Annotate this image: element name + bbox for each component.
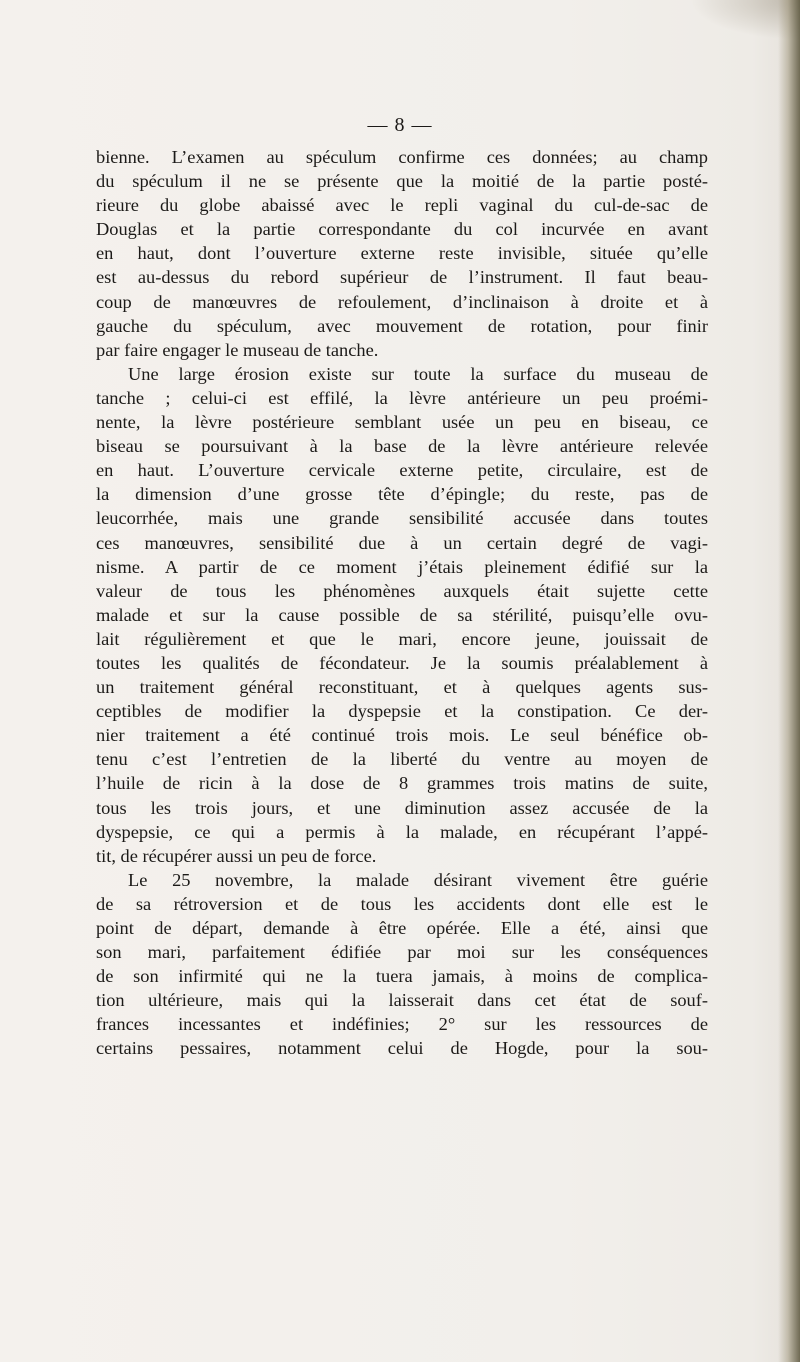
text-line: Le 25 novembre, la malade désirant vivement être guérie <box>128 869 708 890</box>
text-line: par faire engager le museau de tanche. <box>96 339 379 360</box>
text-line: biseau se poursuivant à la base de la lèvre antérieure relevée <box>96 436 708 457</box>
text-line: tanche ; celui-ci est effilé, la lèvre antérieure un peu proémi- <box>96 387 708 408</box>
text-line: un traitement général reconstituant, et à quelques agents sus- <box>96 677 708 698</box>
text-line: malade et sur la cause possible de sa stérilité, puisqu’elle ovu- <box>96 604 708 625</box>
page-binding-edge <box>778 0 800 1362</box>
text-line: leucorrhée, mais une grande sensibilité accusée dans toutes <box>96 508 708 529</box>
text-line: tous les trois jours, et une diminution assez accusée de la <box>96 797 708 818</box>
text-line: tion ultérieure, mais qui la laisserait dans cet état de souf- <box>96 990 708 1011</box>
text-line: nier traitement a été continué trois mois. Le seul bénéfice ob- <box>96 725 708 746</box>
text-line: toutes les qualités de fécondateur. Je la soumis préalablement à <box>96 652 708 673</box>
text-line: ceptibles de modifier la dyspepsie et la constipation. Ce der- <box>96 701 708 722</box>
text-line: bienne. L’examen au spéculum confirme ces données; au champ <box>96 147 708 167</box>
text-line: ces manœuvres, sensibilité due à un certain degré de vagi- <box>96 532 708 553</box>
text-line: tenu c’est l’entretien de la liberté du ventre au moyen de <box>96 749 708 770</box>
text-line: la dimension d’une grosse tête d’épingle; du reste, pas de <box>96 484 708 505</box>
text-line: Une large érosion existe sur toute la surface du museau de <box>128 363 708 384</box>
text-line: rieure du globe abaissé avec le repli vaginal du cul-de-sac de <box>96 195 708 216</box>
text-line: son mari, parfaitement édifiée par moi sur les conséquences <box>96 942 708 963</box>
text-line: nisme. A partir de ce moment j’étais pleinement édifié sur la <box>96 556 708 577</box>
text-line: point de départ, demande à être opérée. Elle a été, ainsi que <box>96 918 708 938</box>
page-number: — 8 — <box>367 114 433 136</box>
text-line: coup de manœuvres de refoulement, d’inclinaison à droite et à <box>96 291 708 312</box>
text-line: de son infirmité qui ne la tuera jamais, à moins de complica- <box>96 966 708 987</box>
text-line: de sa rétroversion et de tous les accidents dont elle est le <box>96 893 708 914</box>
text-line: l’huile de ricin à la dose de 8 grammes trois matins de suite, <box>96 773 708 794</box>
text-line: tit, de récupérer aussi un peu de force. <box>96 845 377 866</box>
text-line: en haut, dont l’ouverture externe reste invisible, située qu’elle <box>96 243 708 264</box>
text-line: certains pessaires, notamment celui de Hogde, pour la sou- <box>96 1038 708 1059</box>
body-text <box>96 145 708 1061</box>
text-line: est au-dessus du rebord supérieur de l’instrument. Il faut beau- <box>96 267 708 288</box>
text-line: en haut. L’ouverture cervicale externe petite, circulaire, est de <box>96 460 708 481</box>
text-line: valeur de tous les phénomènes auxquels était sujette cette <box>96 580 708 601</box>
text-line: Douglas et la partie correspondante du col incurvée en avant <box>96 219 708 240</box>
text-line: frances incessantes et indéfinies; 2° sur les ressources de <box>96 1014 708 1035</box>
text-line: dyspepsie, ce qui a permis à la malade, en récupérant l’appé- <box>96 821 708 842</box>
text-line: gauche du spéculum, avec mouvement de rotation, pour finir <box>96 315 708 336</box>
text-line: nente, la lèvre postérieure semblant usée un peu en biseau, ce <box>96 412 708 433</box>
text-line: du spéculum il ne se présente que la moitié de la partie posté- <box>96 171 708 192</box>
text-line: lait régulièrement et que le mari, encore jeune, jouissait de <box>96 628 708 649</box>
